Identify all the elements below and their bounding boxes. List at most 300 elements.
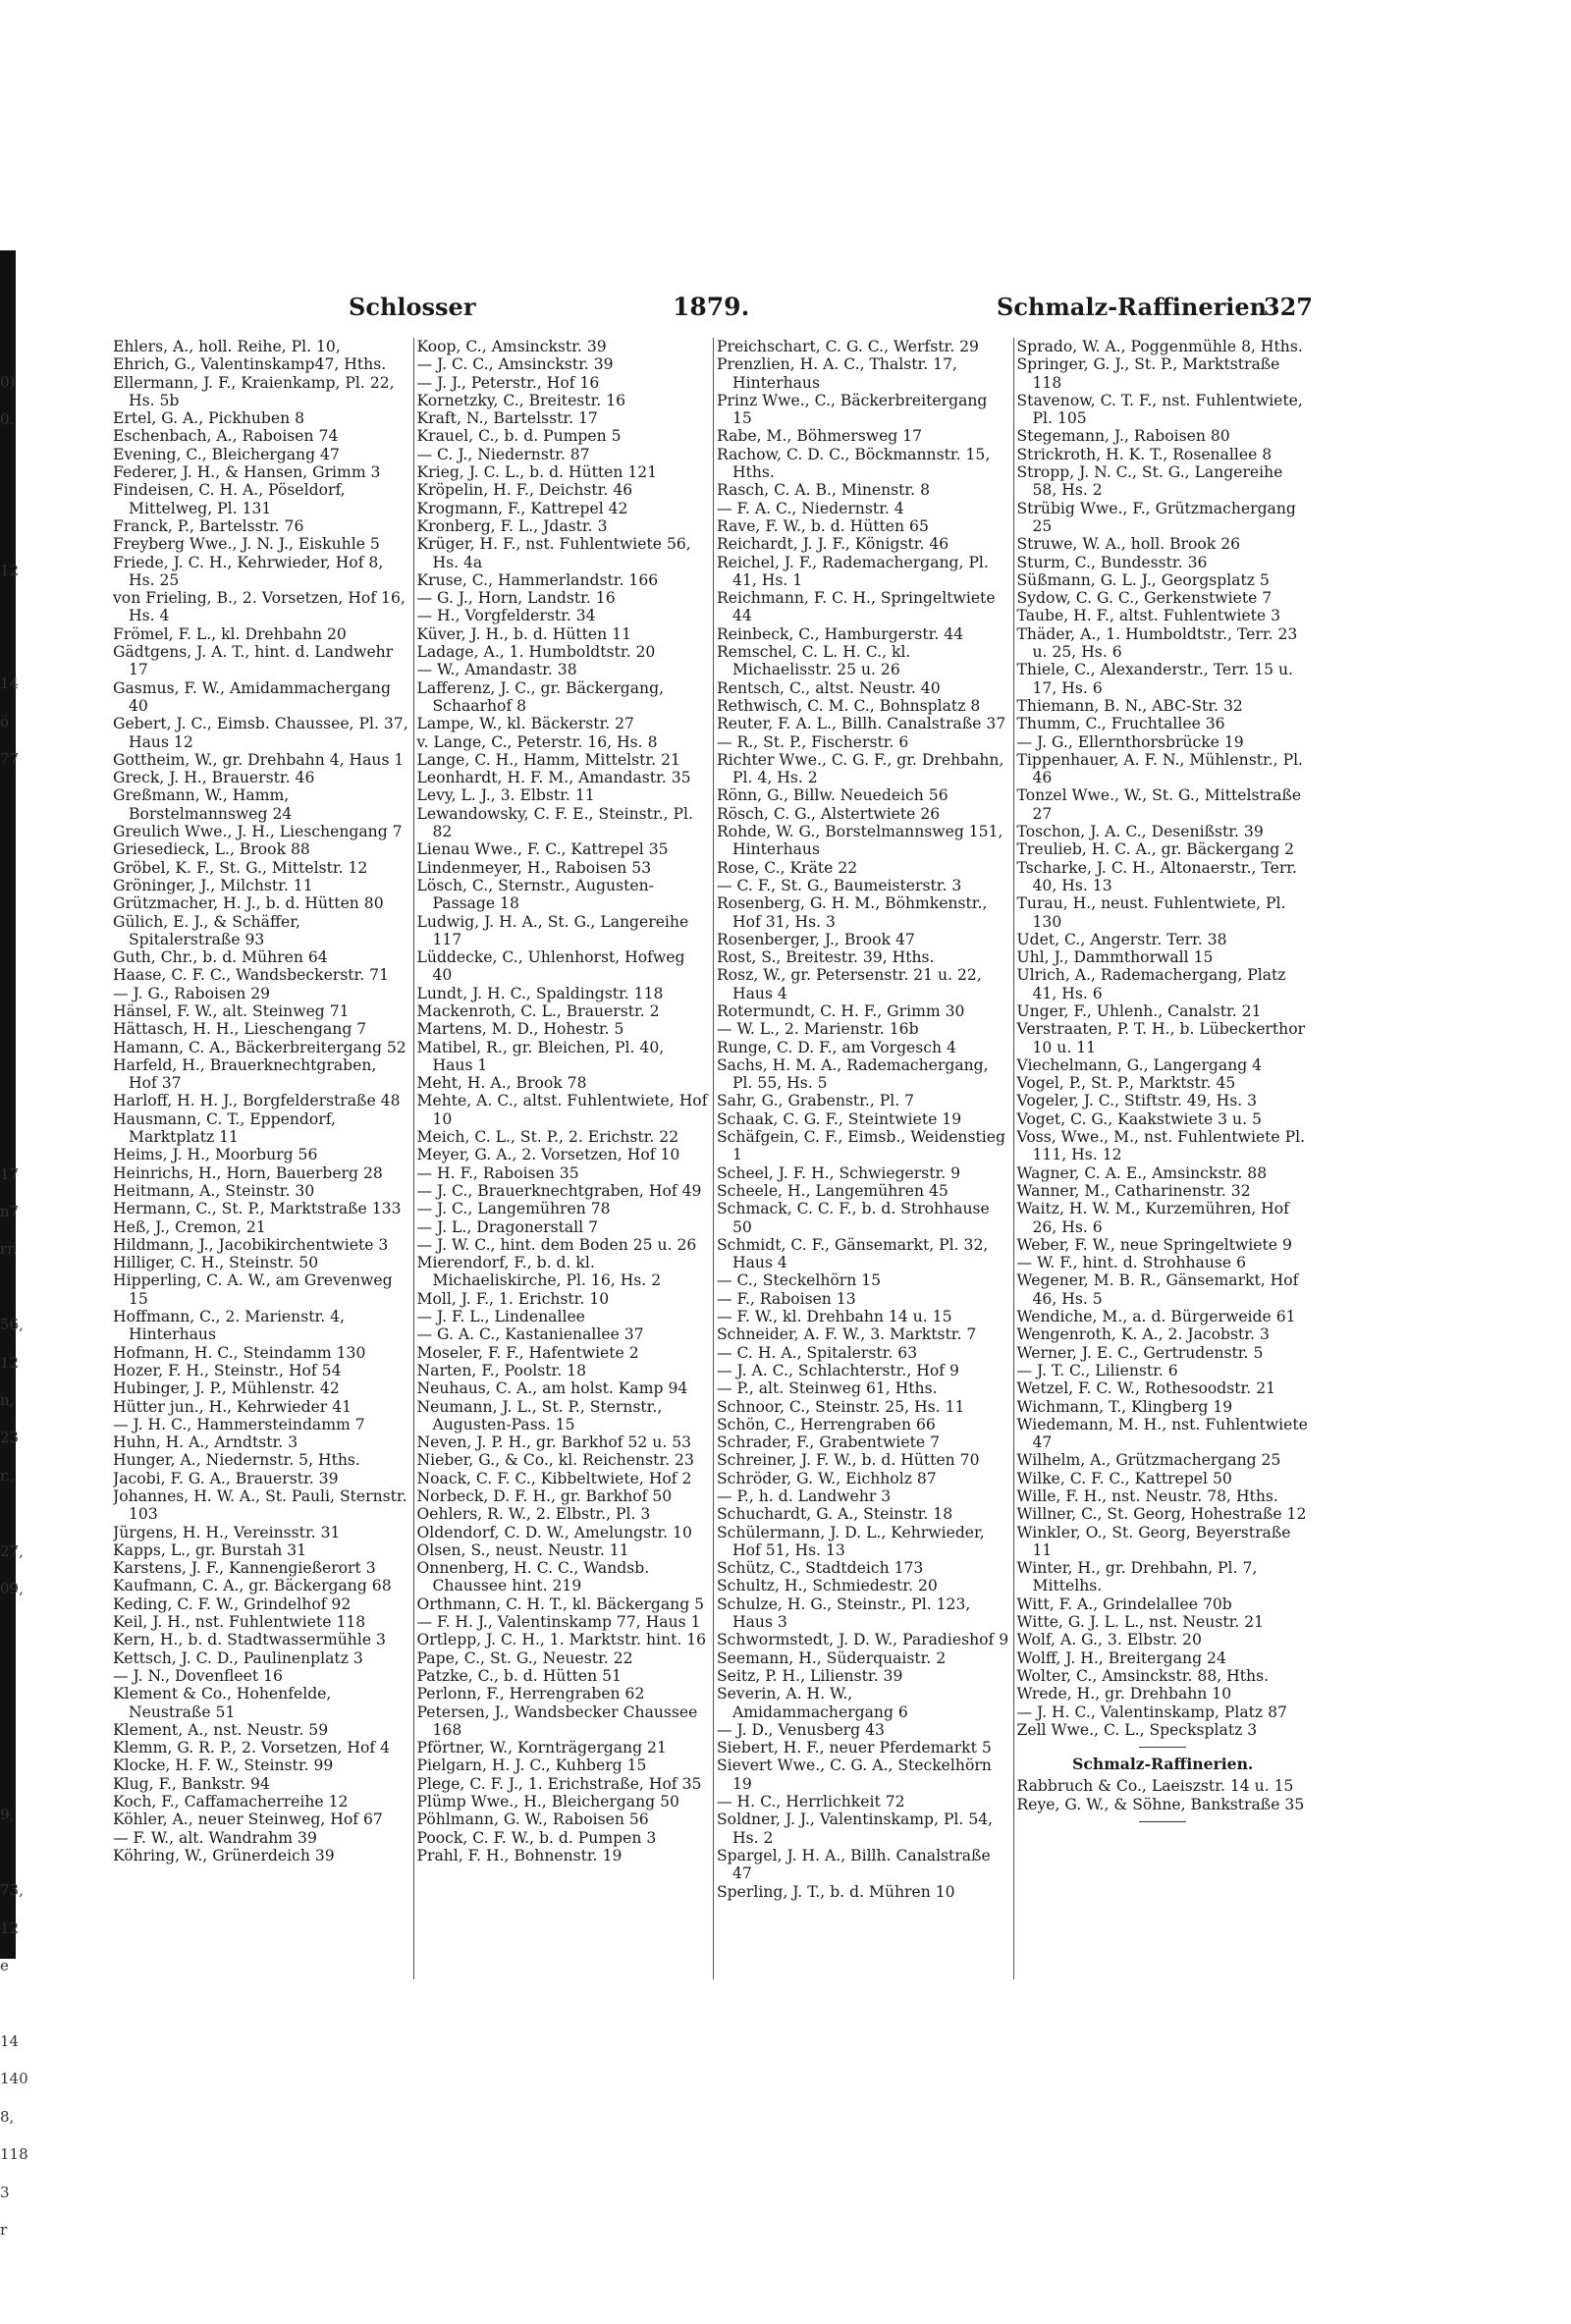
directory-entry: Schäfgein, C. F., Eimsb., Weidenstieg 1 (717, 1128, 1005, 1164)
directory-entry: Uhl, J., Dammthorwall 15 (1016, 948, 1214, 967)
margin-fragment (0, 439, 43, 476)
margin-fragment (0, 1984, 43, 2022)
directory-entry: Soldner, J. J., Valentinskamp, Pl. 54, Hs. 2 (717, 1811, 994, 1847)
directory-entry: Neven, J. P. H., gr. Barkhof 52 u. 53 (416, 1433, 692, 1452)
directory-entry: — R., St. P., Fischerstr. 6 (717, 732, 909, 751)
directory-entry: Tippenhauer, A. F. N., Mühlenstr., Pl. 46 (1016, 750, 1304, 787)
directory-entry: Narten, F., Poolstr. 18 (416, 1361, 586, 1379)
directory-entry: Meht, H. A., Brook 78 (416, 1074, 587, 1093)
directory-entry: Voget, C. G., Kaakstwiete 3 u. 5 (1016, 1109, 1262, 1128)
directory-entry: Schröder, G. W., Eichholz 87 (717, 1469, 937, 1487)
directory-entry: Keding, C. F. W., Grindelhof 92 (113, 1594, 352, 1613)
directory-entry: Guth, Chr., b. d. Mühren 64 (113, 948, 328, 967)
directory-entry: von Frieling, B., 2. Vorsetzen, Hof 16, Hs. 4 (113, 589, 406, 625)
directory-entry: Koch, F., Caffamacherreihe 12 (113, 1793, 349, 1811)
directory-entry: Ludwig, J. H. A., St. G., Langereihe 117 (416, 912, 689, 948)
directory-entry: Plege, C. F. J., 1. Erichstraße, Hof 35 (416, 1774, 702, 1793)
directory-entry: Rachow, C. D. C., Böckmannstr. 15, Hths. (717, 445, 991, 482)
directory-entry: Krogmann, F., Kattrepel 42 (416, 499, 628, 517)
margin-fragment (0, 1042, 43, 1079)
margin-fragment (0, 1834, 43, 1871)
directory-entry: Krauel, C., b. d. Pumpen 5 (416, 427, 622, 446)
directory-entry: Vogeler, J. C., Stiftstr. 49, Hs. 3 (1016, 1092, 1258, 1110)
directory-entry: — F. W., alt. Wandrahm 39 (113, 1828, 317, 1847)
directory-entry: Spargel, J. H. A., Billh. Canalstraße 47 (717, 1846, 991, 1883)
column-1 (113, 338, 413, 1979)
directory-entry: Stavenow, C. T. F., nst. Fuhlentwiete, Pl. 105 (1016, 391, 1303, 428)
directory-entry: Rose, C., Kräte 22 (717, 858, 858, 877)
directory-entry: Schmack, C. C. F., b. d. Strohhause 50 (717, 1200, 990, 1236)
directory-entry: Hofmann, H. C., Steindamm 130 (113, 1343, 366, 1362)
directory-entry: — F. A. C., Niedernstr. 4 (717, 499, 904, 517)
margin-fragment: 14 (0, 675, 20, 693)
directory-entry: — J. G., Raboisen 29 (113, 984, 271, 1002)
directory-entry: Jacobi, F. G. A., Brauerstr. 39 (113, 1469, 339, 1487)
directory-entry: Schulze, H. G., Steinstr., Pl. 123, Haus 3 (717, 1594, 971, 1632)
directory-entry: Wegener, M. B. R., Gänsemarkt, Hof 46, Hs. 5 (1016, 1271, 1299, 1308)
directory-entry: Sachs, H. M. A., Rademachergang, Pl. 55, Hs. 5 (717, 1055, 989, 1093)
directory-entry: Severin, A. H. W., Amidammachergang 6 (717, 1685, 908, 1721)
directory-entry: Runge, C. D. F., am Vorgesch 4 (717, 1038, 956, 1056)
directory-entry: Karstens, J. F., Kannengießerort 3 (113, 1559, 376, 1578)
directory-entry: Vogel, P., St. P., Marktstr. 45 (1016, 1074, 1236, 1093)
directory-entry: Hubinger, J. P., Mühlenstr. 42 (113, 1379, 340, 1398)
directory-entry: Schreiner, J. F. W., b. d. Hütten 70 (717, 1451, 980, 1470)
directory-entry: — J. L., Dragonerstall 7 (416, 1217, 598, 1236)
directory-entry: Klug, F., Bankstr. 94 (113, 1774, 270, 1793)
directory-entry: Leonhardt, H. F. M., Amandastr. 35 (416, 769, 691, 787)
margin-fragment (0, 1117, 43, 1155)
directory-entry: Ehlers, A., holl. Reihe, Pl. 10, (113, 338, 341, 355)
directory-entry: Huhn, H. A., Arndtstr. 3 (113, 1433, 298, 1452)
directory-entry: Freyberg Wwe., J. N. J., Eiskuhle 5 (113, 535, 380, 554)
directory-entry: Klemm, G. R. P., 2. Vorsetzen, Hof 4 (113, 1739, 391, 1757)
directory-entry: Olsen, S., neust. Neustr. 11 (416, 1540, 629, 1559)
directory-entry: Heß, J., Cremon, 21 (113, 1217, 266, 1236)
directory-entry: Reinbeck, C., Hamburgerstr. 44 (717, 624, 964, 643)
directory-entry: Hermann, C., St. P., Marktstraße 133 (113, 1200, 402, 1218)
margin-fragment: 8, (0, 2107, 15, 2126)
directory-entry: Meich, C. L., St. P., 2. Erichstr. 22 (416, 1128, 679, 1147)
directory-entry: Gröbel, K. F., St. G., Mittelstr. 12 (113, 858, 368, 877)
directory-entry: Rost, S., Breitestr. 39, Hths. (717, 948, 935, 967)
column-3 (713, 338, 1013, 1979)
margin-fragment: 12 (0, 1919, 20, 1937)
margin-fragment (0, 2248, 43, 2286)
directory-entry: — J. N., Dovenfleet 16 (113, 1666, 283, 1685)
margin-fragment: 56, (0, 1316, 24, 1334)
directory-entry: Gebert, J. C., Eimsb. Chaussee, Pl. 37, Haus 12 (113, 715, 408, 751)
directory-entry: — J. A. C., Schlachterstr., Hof 9 (717, 1361, 959, 1379)
directory-entry: Seitz, P. H., Lilienstr. 39 (717, 1666, 903, 1685)
directory-entry: — P., alt. Steinweg 61, Hths. (717, 1379, 938, 1398)
directory-entry: Lienau Wwe., F. C., Kattrepel 35 (416, 840, 669, 859)
directory-entry: Küver, J. H., b. d. Hütten 11 (416, 624, 632, 643)
directory-entry: Hoffmann, C., 2. Marienstr. 4, Hinterhaus (113, 1308, 346, 1344)
column-2 (413, 338, 714, 1979)
directory-entry: Schneider, A. F. W., 3. Marktstr. 7 (717, 1325, 977, 1344)
directory-entry: — J. H. C., Valentinskamp, Platz 87 (1016, 1702, 1287, 1721)
directory-entry: Lundt, J. H. C., Spaldingstr. 118 (416, 984, 664, 1002)
directory-entry: Scheel, J. F. H., Schwiegerstr. 9 (717, 1163, 961, 1182)
previous-page-margin (0, 363, 43, 2324)
directory-entry: — J. G., Ellernthorsbrücke 19 (1016, 732, 1244, 751)
directory-entry: Oehlers, R. W., 2. Elbstr., Pl. 3 (416, 1505, 651, 1524)
directory-entry: Rotermundt, C. H. F., Grimm 30 (717, 1001, 965, 1020)
directory-entry: Wolter, C., Amsinckstr. 88, Hths. (1016, 1666, 1270, 1685)
directory-entry: Voss, Wwe., M., nst. Fuhlentwiete Pl. 111, Hs. 12 (1016, 1128, 1306, 1164)
margin-fragment (0, 627, 43, 665)
directory-entry: Nieber, G., & Co., kl. Reichenstr. 23 (416, 1451, 694, 1470)
directory-entry: Siebert, H. F., neuer Pferdemarkt 5 (717, 1739, 992, 1757)
directory-entry: Lewandowsky, C. F. E., Steinstr., Pl. 82 (416, 804, 693, 841)
directory-entry: Hildmann, J., Jacobikirchentwiete 3 (113, 1235, 389, 1254)
directory-entry: Rönn, G., Billw. Neuedeich 56 (717, 786, 948, 805)
directory-entry: Haase, C. F. C., Wandsbeckerstr. 71 (113, 966, 390, 985)
directory-entry: Johannes, H. W. A., St. Pauli, Sternstr. 103 (113, 1487, 407, 1524)
directory-entry: Rosenberger, J., Brook 47 (717, 930, 915, 948)
directory-entry: Witt, F. A., Grindelallee 70b (1016, 1594, 1232, 1613)
running-head-left: Schlosser (349, 293, 476, 321)
directory-entry: Rohde, W. G., Borstelmannsweg 151, Hinterhaus (717, 823, 1003, 859)
directory-entry: Reichardt, J. J. F., Königstr. 46 (717, 535, 949, 554)
margin-fragment (0, 1269, 43, 1306)
margin-fragment: 73, (0, 1881, 24, 1900)
directory-entry: Lösch, C., Sternstr., Augusten-Passage 18 (416, 876, 654, 913)
directory-entry: Hamann, C. A., Bäckerbreitergang 52 (113, 1038, 406, 1056)
directory-entry: Wrede, H., gr. Drehbahn 10 (1016, 1685, 1232, 1703)
margin-fragment (0, 853, 43, 891)
margin-fragment (0, 1758, 43, 1796)
directory-entry: Pape, C., St. G., Neuestr. 22 (416, 1648, 633, 1667)
directory-entry: Lange, C. H., Hamm, Mittelstr. 21 (416, 750, 680, 769)
directory-entry: Kronberg, F. L., Jdastr. 3 (416, 516, 608, 535)
section-entries (1017, 1777, 1310, 1813)
directory-entry: Köhler, A., neuer Steinweg, Hof 67 (113, 1811, 383, 1829)
directory-entry: — H., Vorgfelderstr. 34 (416, 607, 596, 625)
end-divider (1139, 1821, 1186, 1822)
directory-entry: Kraft, N., Bartelsstr. 17 (416, 409, 598, 428)
directory-entry: Sprado, W. A., Poggenmühle 8, Hths. (1016, 338, 1303, 355)
directory-entry: Heims, J. H., Moorburg 56 (113, 1146, 318, 1164)
directory-entry: Onnenberg, H. C. C., Wandsb. Chaussee hint. 219 (416, 1559, 650, 1595)
directory-entry: Lüddecke, C., Uhlenhorst, Hofweg 40 (416, 948, 685, 985)
margin-fragment (0, 1646, 43, 1683)
margin-fragment: n, (0, 1390, 15, 1409)
directory-entry: Prahl, F. H., Bohnenstr. 19 (416, 1846, 623, 1865)
directory-entry: Greulich Wwe., J. H., Lieschengang 7 (113, 823, 403, 841)
margin-fragment (0, 2287, 43, 2324)
directory-entry: — C. J., Niedernstr. 87 (416, 445, 590, 463)
directory-entry: Süßmann, G. L. J., Georgsplatz 5 (1016, 570, 1270, 589)
directory-entry: Sperling, J. T., b. d. Mühren 10 (717, 1882, 955, 1901)
directory-entry: Orthmann, C. H. T., kl. Bäckergang 5 (416, 1594, 705, 1613)
directory-entry: Rasch, C. A. B., Minenstr. 8 (717, 481, 930, 500)
directory-entry: Schmidt, C. F., Gänsemarkt, Pl. 32, Haus 4 (717, 1235, 989, 1272)
directory-entry: Oldendorf, C. D. W., Amelungstr. 10 (416, 1523, 692, 1541)
directory-entry: — C. F., St. G., Baumeisterstr. 3 (717, 876, 962, 894)
directory-entry: Sievert Wwe., C. G. A., Steckelhörn 19 (717, 1757, 992, 1793)
directory-entry: Struwe, W. A., holl. Brook 26 (1016, 535, 1241, 554)
directory-entry: Wolf, A. G., 3. Elbstr. 20 (1016, 1631, 1202, 1649)
directory-entry: Rentsch, C., altst. Neustr. 40 (717, 678, 941, 697)
margin-fragment (0, 589, 43, 626)
directory-entry: Sahr, G., Grabenstr., Pl. 7 (717, 1092, 915, 1110)
section-heading: Schmalz-Raffinerien. (1072, 1755, 1254, 1774)
column-4 (1013, 338, 1314, 1979)
directory-entry: Thiele, C., Alexanderstr., Terr. 15 u. 17, Hs. 6 (1016, 661, 1294, 697)
directory-entry: Schuchardt, G. A., Steinstr. 18 (717, 1505, 953, 1524)
margin-fragment: 118 (0, 2145, 28, 2164)
directory-entry: Patzke, C., b. d. Hütten 51 (416, 1666, 622, 1685)
directory-entry: Ehrich, G., Valentinskamp47, Hths. (113, 355, 387, 374)
directory-entry: Hausmann, C. T., Eppendorf, Marktplatz 11 (113, 1109, 336, 1147)
directory-entry: Weber, F. W., neue Springeltwiete 9 (1016, 1235, 1292, 1254)
directory-entry: Wilhelm, A., Grützmachergang 25 (1016, 1451, 1281, 1470)
directory-entry: Turau, H., neust. Fuhlentwiete, Pl. 130 (1016, 894, 1286, 931)
directory-entry: Hipperling, C. A. W., am Grevenweg 15 (113, 1271, 393, 1308)
directory-entry: Mackenroth, C. L., Brauerstr. 2 (416, 1001, 660, 1020)
directory-entry: Keil, J. H., nst. Fuhlentwiete 118 (113, 1613, 366, 1632)
directory-entry: Lampe, W., kl. Bäckerstr. 27 (416, 715, 634, 733)
directory-entry: Wilke, C. F. C., Kattrepel 50 (1016, 1469, 1232, 1487)
running-head-right: Schmalz-Raffinerien (997, 293, 1268, 321)
margin-fragment (0, 1607, 43, 1645)
margin-fragment (0, 967, 43, 1004)
directory-entry: Hänsel, F. W., alt. Steinweg 71 (113, 1001, 350, 1020)
directory-entry: Thiemann, B. N., ABC-Str. 32 (1016, 696, 1243, 715)
margin-fragment: 12 (0, 1353, 20, 1372)
directory-entry: Schütz, C., Stadtdeich 173 (717, 1559, 924, 1578)
directory-entry: Harfeld, H., Brauerknechtgraben, Hof 37 (113, 1055, 377, 1093)
margin-fragment (0, 1004, 43, 1042)
directory-entry: Toschon, J. A. C., Desenißstr. 39 (1016, 823, 1264, 841)
directory-entry: Rösch, C. G., Alstertwiete 26 (717, 804, 941, 823)
directory-columns (113, 338, 1313, 1979)
directory-entry: Kornetzky, C., Breitestr. 16 (416, 391, 626, 409)
directory-entry: Schultz, H., Schmiedestr. 20 (717, 1577, 938, 1595)
directory-entry: Wanner, M., Catharinenstr. 32 (1016, 1181, 1251, 1200)
directory-entry: Reuter, F. A. L., Billh. Canalstraße 37 (717, 715, 1006, 733)
directory-entry: Stropp, J. N. C., St. G., Langereihe 58, Hs. 2 (1016, 463, 1283, 500)
directory-entry: Tscharke, J. C. H., Altonaerstr., Terr. 40, Hs. 13 (1016, 858, 1297, 894)
directory-entry: Ortlepp, J. C. H., 1. Marktstr. hint. 16 (416, 1631, 707, 1649)
directory-entry: Kaufmann, C. A., gr. Bäckergang 68 (113, 1577, 392, 1595)
directory-entry: Kröpelin, H. F., Deichstr. 46 (416, 481, 633, 500)
directory-entry: Remschel, C. L. H. C., kl. Michaelisstr. 25 u. 26 (717, 643, 911, 679)
directory-entry: — H. C., Herrlichkeit 72 (717, 1793, 905, 1811)
directory-entry: Heinrichs, H., Horn, Bauerberg 28 (113, 1163, 383, 1182)
directory-entry: Rosz, W., gr. Petersenstr. 21 u. 22, Haus 4 (717, 966, 982, 1002)
directory-entry: Schön, C., Herrengraben 66 (717, 1415, 936, 1433)
directory-entry: Rave, F. W., b. d. Hütten 65 (717, 516, 929, 535)
margin-fragment: 0) (0, 373, 16, 391)
directory-entry: Federer, J. H., & Hansen, Grimm 3 (113, 463, 381, 482)
directory-entry: Wengenroth, K. A., 2. Jacobstr. 3 (1016, 1325, 1270, 1344)
directory-entry: Gottheim, W., gr. Drehbahn 4, Haus 1 (113, 750, 405, 769)
directory-entry: Sydow, C. G. C., Gerkenstwiete 7 (1016, 589, 1273, 608)
directory-entry: Lindenmeyer, H., Raboisen 53 (416, 858, 652, 877)
margin-fragment: ö (0, 712, 10, 730)
column-4-entries (1017, 338, 1310, 1739)
directory-entry: Koop, C., Amsinckstr. 39 (416, 338, 607, 355)
margin-fragment: 23 (0, 1429, 20, 1447)
directory-entry: — J. C. C., Amsinckstr. 39 (416, 355, 614, 374)
directory-entry: Petersen, J., Wandsbecker Chaussee 168 (416, 1702, 698, 1739)
directory-entry: Wolff, J. H., Breitergang 24 (1016, 1648, 1226, 1667)
directory-entry: Rabbruch & Co., Laeiszstr. 14 u. 15 (1016, 1777, 1294, 1796)
directory-entry: Pförtner, W., Kornträgergang 21 (416, 1739, 667, 1757)
directory-entry: — W. F., hint. d. Strohhause 6 (1016, 1254, 1247, 1272)
directory-entry: — J. T. C., Lilienstr. 6 (1016, 1361, 1178, 1379)
margin-fragment: 27, (0, 1541, 24, 1560)
directory-entry: Hütter jun., H., Kehrwieder 41 (113, 1397, 352, 1416)
margin-fragment: 17 (0, 1164, 20, 1183)
directory-entry: Stegemann, J., Raboisen 80 (1016, 427, 1230, 446)
directory-entry: Strübig Wwe., F., Grützmachergang 25 (1016, 499, 1296, 535)
directory-entry: — J. F. L., Lindenallee (416, 1308, 585, 1326)
directory-entry: Witte, G. J. L. L., nst. Neustr. 21 (1016, 1613, 1265, 1632)
margin-fragment: e (0, 1957, 9, 1975)
directory-entry: — G. A. C., Kastanienallee 37 (416, 1325, 644, 1344)
margin-fragment (0, 816, 43, 853)
directory-entry: Seemann, H., Süderquaistr. 2 (717, 1648, 947, 1667)
directory-entry: Klement, A., nst. Neustr. 59 (113, 1720, 329, 1739)
directory-entry: Wichmann, T., Klingberg 19 (1016, 1397, 1233, 1416)
directory-entry: Krieg, J. C. L., b. d. Hütten 121 (416, 463, 658, 482)
margin-fragment (0, 514, 43, 552)
directory-entry: Harloff, H. H. J., Borgfelderstraße 48 (113, 1092, 401, 1110)
directory-entry: Ertel, G. A., Pickhuben 8 (113, 409, 305, 428)
directory-entry: Rabe, M., Böhmersweg 17 (717, 427, 923, 446)
running-head-year: 1879. (673, 293, 750, 321)
directory-entry: Meyer, G. A., 2. Vorsetzen, Hof 10 (416, 1146, 680, 1164)
directory-entry: Schaak, C. G. F., Steintwiete 19 (717, 1109, 962, 1128)
directory-entry: Findeisen, C. H. A., Pöseldorf, Mittelweg, Pl. 131 (113, 481, 346, 517)
directory-entry: Prenzlien, H. A. C., Thalstr. 17, Hinterhaus (717, 355, 957, 392)
directory-entry: — J. C., Langemühren 78 (416, 1200, 611, 1218)
margin-fragment (0, 778, 43, 815)
directory-entry: Schnoor, C., Steinstr. 25, Hs. 11 (717, 1397, 965, 1416)
section-divider (1139, 1747, 1186, 1748)
directory-entry: Griesedieck, L., Brook 88 (113, 840, 310, 859)
directory-entry: Schwormstedt, J. D. W., Paradieshof 9 (717, 1631, 1009, 1649)
directory-entry: Plümp Wwe., H., Bleichergang 50 (416, 1793, 679, 1811)
directory-entry: — J. W. C., hint. dem Boden 25 u. 26 (416, 1235, 697, 1254)
directory-entry: Wille, F. H., nst. Neustr. 78, Hths. (1016, 1487, 1278, 1505)
directory-entry: Schrader, F., Grabentwiete 7 (717, 1433, 940, 1452)
margin-fragment (0, 1721, 43, 1758)
directory-entry: Moseler, F. F., Hafentwiete 2 (416, 1343, 639, 1362)
directory-entry: Grützmacher, H. J., b. d. Hütten 80 (113, 894, 384, 913)
margin-fragment: 3 (0, 2183, 10, 2201)
directory-entry: — W., Amandastr. 38 (416, 661, 577, 679)
directory-entry: — H. F., Raboisen 35 (416, 1163, 579, 1182)
margin-fragment: 09, (0, 1580, 24, 1597)
directory-entry: Tonzel Wwe., W., St. G., Mittelstraße 27 (1016, 786, 1302, 823)
directory-entry: Rethwisch, C. M. C., Bohnsplatz 8 (717, 696, 981, 715)
directory-entry: Scheele, H., Langemühren 45 (717, 1181, 948, 1200)
directory-entry: Greck, J. H., Brauerstr. 46 (113, 769, 315, 787)
directory-entry: Kruse, C., Hammerlandstr. 166 (416, 570, 659, 589)
directory-entry: Preichschart, C. G. C., Werfstr. 29 (717, 338, 979, 355)
directory-entry: — J. D., Venusberg 43 (717, 1720, 885, 1739)
directory-entry: Matibel, R., gr. Bleichen, Pl. 40, Haus 1 (416, 1038, 665, 1074)
directory-entry: Richter Wwe., C. G. F., gr. Drehbahn, Pl. 4, Hs. 2 (717, 750, 1004, 787)
directory-entry: Wiedemann, M. H., nst. Fuhlentwiete 47 (1016, 1415, 1308, 1452)
margin-fragment: r., (0, 1466, 16, 1485)
directory-entry: Thäder, A., 1. Humboldtstr., Terr. 23 u. 25, Hs. 6 (1016, 624, 1298, 662)
directory-entry: Treulieb, H. C. A., gr. Bäckergang 2 (1016, 840, 1295, 859)
directory-entry: Frömel, F. L., kl. Drehbahn 20 (113, 624, 347, 643)
directory-entry: Winter, H., gr. Drehbahn, Pl. 7, Mittelhs. (1016, 1559, 1258, 1595)
directory-entry: Klement & Co., Hohenfelde, Neustraße 51 (113, 1685, 332, 1721)
margin-fragment (0, 476, 43, 513)
directory-entry: Lafferenz, J. C., gr. Bäckergang, Schaarhof 8 (416, 678, 665, 715)
directory-entry: Ladage, A., 1. Humboldtstr. 20 (416, 643, 656, 662)
directory-entry: Neumann, J. L., St. P., Sternstr., Augusten-Pass. 15 (416, 1397, 663, 1433)
margin-fragment (0, 929, 43, 966)
directory-entry: Kapps, L., gr. Burstah 31 (113, 1540, 307, 1559)
margin-fragment: 14 (0, 2031, 20, 2050)
directory-entry: Udet, C., Angerstr. Terr. 38 (1016, 930, 1227, 948)
directory-entry: Friede, J. C. H., Kehrwieder, Hof 8, Hs. 25 (113, 553, 384, 589)
directory-entry: Wagner, C. A. E., Amsinckstr. 88 (1016, 1163, 1268, 1182)
directory-entry: v. Lange, C., Peterstr. 16, Hs. 8 (416, 732, 658, 751)
directory-page (113, 291, 1313, 1979)
directory-entry: Pielgarn, H. J. C., Kuhberg 15 (416, 1757, 647, 1775)
margin-fragment: 0. (0, 410, 15, 429)
directory-entry: — F. W., kl. Drehbahn 14 u. 15 (717, 1308, 952, 1326)
directory-entry: Moll, J. F., 1. Erichstr. 10 (416, 1289, 610, 1308)
margin-fragment: 9, (0, 1806, 15, 1824)
directory-entry: Pöhlmann, G. W., Raboisen 56 (416, 1811, 649, 1829)
directory-entry: Levy, L. J., 3. Elbstr. 11 (416, 786, 595, 805)
directory-entry: Norbeck, D. F. H., gr. Barkhof 50 (416, 1487, 673, 1505)
margin-fragment: n7 (0, 1202, 20, 1220)
margin-fragment (0, 1080, 43, 1117)
directory-entry: Springer, G. J., St. P., Marktstraße 118 (1016, 355, 1280, 392)
directory-entry: Unger, F., Uhlenh., Canalstr. 21 (1016, 1001, 1262, 1020)
directory-entry: Ellermann, J. F., Kraienkamp, Pl. 22, Hs. 5b (113, 373, 395, 409)
directory-entry: — J. H. C., Hammersteindamm 7 (113, 1415, 365, 1433)
directory-entry: — C., Steckelhörn 15 (717, 1271, 882, 1290)
directory-entry: Verstraaten, P. T. H., b. Lübeckerthor 10 u. 11 (1016, 1020, 1306, 1056)
directory-entry: Gröninger, J., Milchstr. 11 (113, 876, 313, 894)
directory-entry: Winkler, O., St. Georg, Beyerstraße 11 (1016, 1523, 1291, 1559)
page-header (113, 291, 1313, 326)
directory-entry: Hättasch, H. H., Lieschengang 7 (113, 1020, 367, 1039)
margin-fragment: 12 (0, 562, 20, 580)
directory-entry: — G. J., Horn, Landstr. 16 (416, 589, 616, 608)
directory-entry: Poock, C. F. W., b. d. Pumpen 3 (416, 1828, 657, 1847)
directory-entry: Werner, J. E. C., Gertrudenstr. 5 (1016, 1343, 1264, 1362)
directory-entry: — P., h. d. Landwehr 3 (717, 1487, 892, 1505)
directory-entry: Reye, G. W., & Söhne, Bankstraße 35 (1016, 1795, 1305, 1813)
directory-entry: Mierendorf, F., b. d. kl. Michaeliskirche, Pl. 16, Hs. 2 (416, 1254, 662, 1290)
margin-fragment: r (0, 2220, 8, 2239)
directory-entry: Ulrich, A., Rademachergang, Platz 41, Hs. 6 (1016, 966, 1286, 1002)
margin-fragment (0, 892, 43, 929)
directory-entry: Martens, M. D., Hohestr. 5 (416, 1020, 624, 1039)
directory-entry: Neuhaus, C. A., am holst. Kamp 94 (416, 1379, 688, 1398)
margin-fragment: 140 (0, 2070, 28, 2088)
directory-entry: Eschenbach, A., Raboisen 74 (113, 427, 339, 446)
margin-fragment (0, 1683, 43, 1720)
directory-entry: Waitz, H. W. M., Kurzemühren, Hof 26, Hs. 6 (1016, 1200, 1289, 1236)
directory-entry: — W. L., 2. Marienstr. 16b (717, 1020, 919, 1039)
directory-entry: Franck, P., Bartelsstr. 76 (113, 516, 304, 535)
